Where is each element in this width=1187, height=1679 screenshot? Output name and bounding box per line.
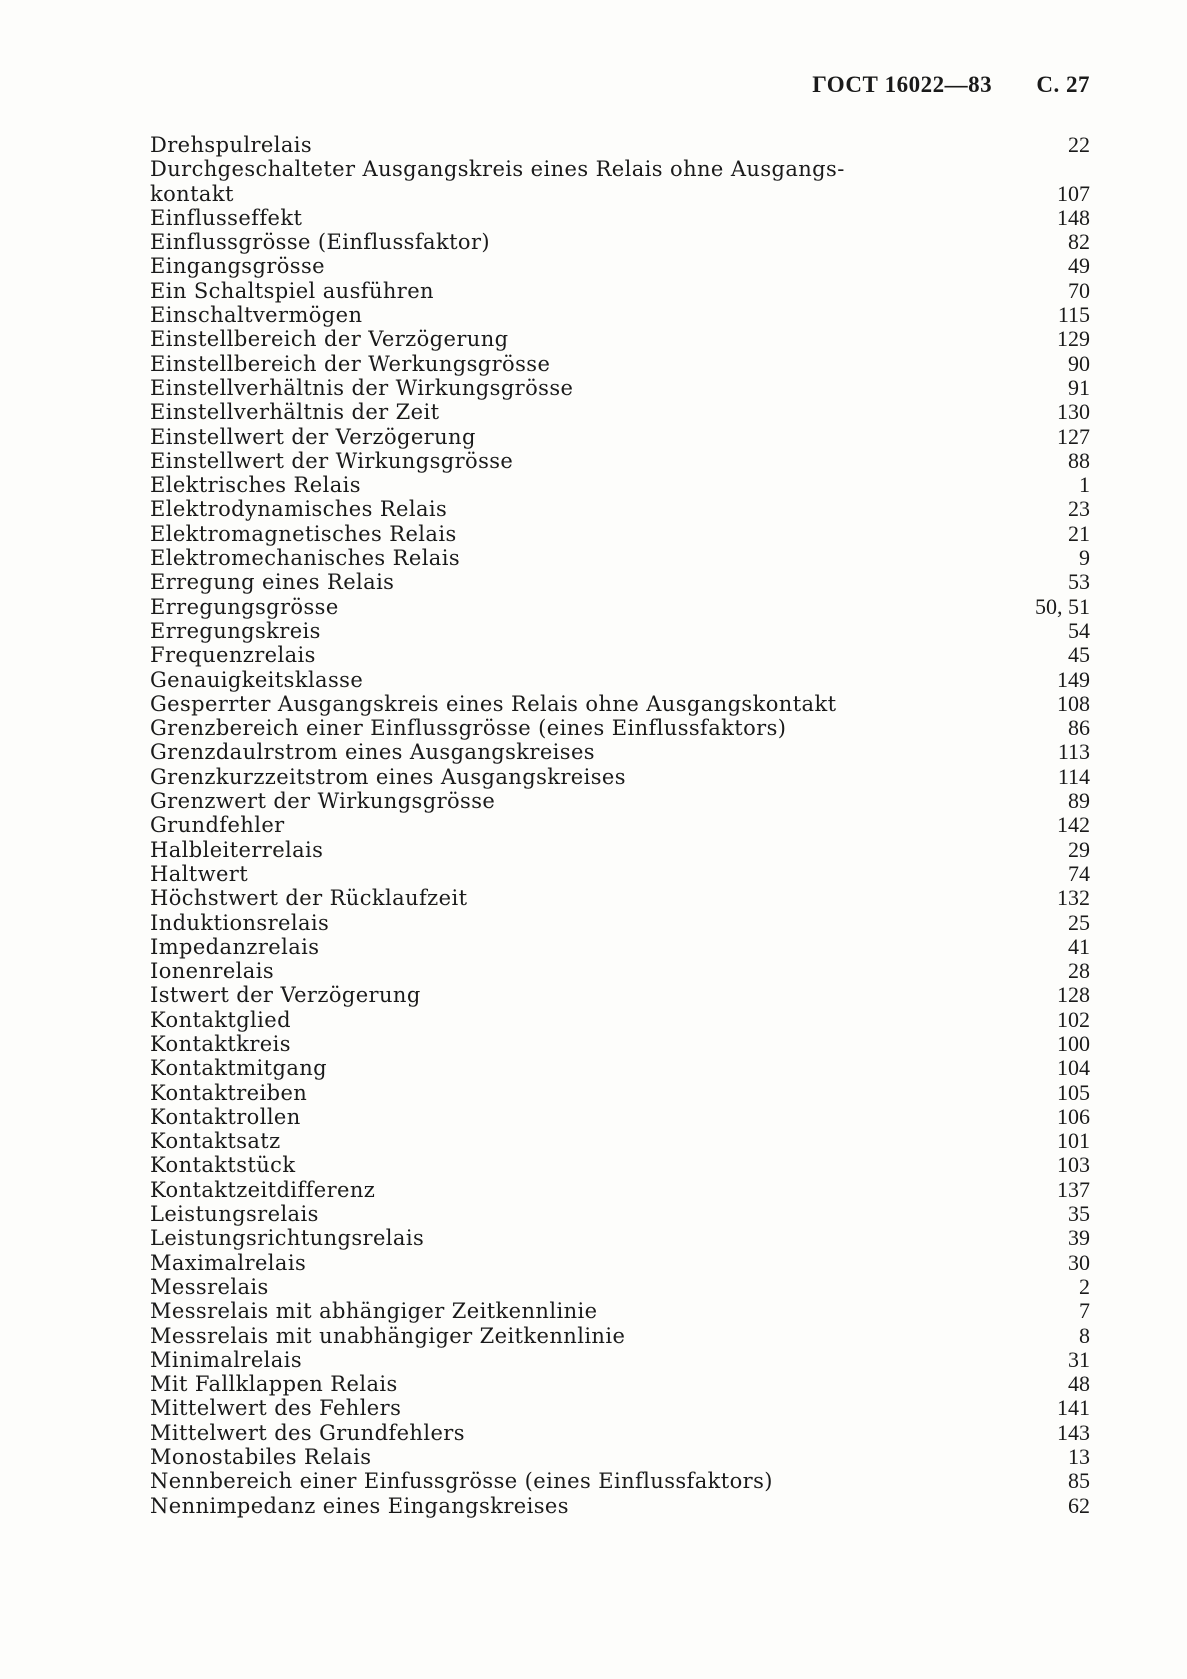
index-term: Gesperrter Ausgangskreis eines Relais ohne Ausgangskontakt [150, 691, 837, 716]
index-entry [150, 1324, 1090, 1348]
index-term: Kontaktrollen [150, 1104, 301, 1129]
index-term: Halbleiterrelais [150, 837, 324, 862]
index-term: Impedanzrelais [150, 934, 320, 959]
index-reference-number: 30 [1068, 1249, 1090, 1275]
index-term: Kontaktmitgang [150, 1056, 328, 1081]
index-term: Minimalrelais [150, 1347, 303, 1372]
index-reference-number: 9 [1079, 545, 1090, 571]
index-entry [150, 157, 1090, 206]
index-reference-number: 104 [1057, 1055, 1090, 1081]
index-entry [150, 1129, 1090, 1153]
index-term: Ionenrelais [150, 959, 275, 984]
index-entry [150, 643, 1090, 667]
index-entry [150, 1469, 1090, 1493]
index-reference-number: 70 [1068, 277, 1090, 303]
index-reference-number: 141 [1057, 1395, 1090, 1421]
index-reference-number: 127 [1057, 423, 1090, 449]
index-term: Kontaktglied [150, 1007, 291, 1032]
page-header [0, 72, 1090, 98]
page-number: С. 27 [1036, 72, 1090, 97]
index-reference-number: 149 [1057, 666, 1090, 692]
index-entry [150, 206, 1090, 230]
index-entry [150, 473, 1090, 497]
index-entry [150, 303, 1090, 327]
index-entry [150, 449, 1090, 473]
index-term: Einstellwert der Verzögerung [150, 424, 476, 449]
index-term: Grenzdaulrstrom eines Ausgangskreises [150, 740, 595, 765]
index-term: Eingangsgrösse [150, 254, 325, 279]
index-reference-number: 115 [1057, 302, 1090, 328]
index-term: Leistungsrichtungsrelais [150, 1226, 425, 1251]
index-reference-number: 143 [1057, 1419, 1090, 1445]
index-reference-number: 142 [1057, 812, 1090, 838]
index-entry [150, 425, 1090, 449]
index-term: Grenzwert der Wirkungsgrösse [150, 789, 496, 814]
index-term: Einstellverhältnis der Zeit [150, 400, 440, 425]
index-term: Monostabiles Relais [150, 1445, 372, 1470]
index-entry [150, 740, 1090, 764]
index-reference-number: 108 [1057, 690, 1090, 716]
index-entry [150, 1445, 1090, 1469]
index-entry [150, 619, 1090, 643]
index-reference-number: 7 [1079, 1298, 1090, 1324]
index-term: Kontaktsatz [150, 1129, 281, 1154]
index-reference-number: 29 [1068, 836, 1090, 862]
index-term: Kontaktstück [150, 1153, 296, 1178]
index-entry [150, 327, 1090, 351]
index-term: Messrelais [150, 1274, 269, 1299]
index-entry [150, 1299, 1090, 1323]
index-term: Durchgeschalteter Ausgangskreis eines Relais ohne Ausgangs-kontakt [150, 157, 845, 206]
index-entry [150, 813, 1090, 837]
index-term: Einflusseffekt [150, 205, 303, 230]
index-reference-number: 103 [1057, 1152, 1090, 1178]
index-reference-number: 88 [1068, 447, 1090, 473]
index-reference-number: 23 [1068, 496, 1090, 522]
index-term: Istwert der Verzögerung [150, 983, 421, 1008]
index-entry [150, 716, 1090, 740]
index-term: Mit Fallklappen Relais [150, 1372, 398, 1397]
index-entry [150, 838, 1090, 862]
index-term: Haltwert [150, 861, 249, 886]
index-entry [150, 1105, 1090, 1129]
index-entry [150, 1008, 1090, 1032]
index-reference-number: 86 [1068, 715, 1090, 741]
index-term: Erregung eines Relais [150, 570, 395, 595]
index-entry [150, 886, 1090, 910]
index-term: Einstellwert der Wirkungsgrösse [150, 448, 514, 473]
index-term: Einflussgrösse (Einflussfaktor) [150, 230, 490, 255]
index-term: Nennbereich einer Einfussgrösse (eines Einflussfaktors) [150, 1469, 773, 1494]
index-entry [150, 546, 1090, 570]
index-term: Kontaktreiben [150, 1080, 308, 1105]
index-reference-number: 39 [1068, 1225, 1090, 1251]
index-term: Elektrisches Relais [150, 473, 361, 498]
index-term: Einstellbereich der Werkungsgrösse [150, 351, 551, 376]
index-term: Frequenzrelais [150, 643, 316, 668]
index-reference-number: 41 [1068, 933, 1090, 959]
index-entry [150, 1202, 1090, 1226]
index-entry [150, 1251, 1090, 1275]
index-term: Einschaltvermögen [150, 303, 363, 328]
index-reference-number: 148 [1057, 204, 1090, 230]
index-reference-number: 54 [1068, 617, 1090, 643]
index-reference-number: 48 [1068, 1371, 1090, 1397]
index-reference-number: 28 [1068, 958, 1090, 984]
index-term: Grenzbereich einer Einflussgrösse (eines Einflussfaktors) [150, 716, 787, 741]
index-term: Erregungsgrösse [150, 594, 339, 619]
index-entry [150, 765, 1090, 789]
index-term: Erregungskreis [150, 618, 321, 643]
index-entry [150, 1275, 1090, 1299]
index-term: Einstellverhältnis der Wirkungsgrösse [150, 375, 574, 400]
index-reference-number: 101 [1057, 1128, 1090, 1154]
index-reference-number: 105 [1057, 1079, 1090, 1105]
index-entry [150, 1056, 1090, 1080]
index-reference-number: 137 [1057, 1176, 1090, 1202]
index-entry [150, 230, 1090, 254]
index-entry [150, 789, 1090, 813]
index-reference-number: 21 [1068, 520, 1090, 546]
index-entry [150, 668, 1090, 692]
index-term: Messrelais mit unabhängiger Zeitkennlinie [150, 1323, 626, 1348]
index-reference-number: 128 [1057, 982, 1090, 1008]
index-reference-number: 45 [1068, 642, 1090, 668]
index-reference-number: 107 [1057, 180, 1090, 206]
index-entry [150, 935, 1090, 959]
index-entry [150, 1396, 1090, 1420]
index-entry [150, 911, 1090, 935]
index-reference-number: 100 [1057, 1030, 1090, 1056]
index-reference-number: 49 [1068, 253, 1090, 279]
index-reference-number: 89 [1068, 788, 1090, 814]
index-entry [150, 959, 1090, 983]
index-reference-number: 132 [1057, 885, 1090, 911]
index-term: Elektrodynamisches Relais [150, 497, 448, 522]
index-entry [150, 862, 1090, 886]
index-reference-number: 8 [1079, 1322, 1090, 1348]
index-term: Mittelwert des Grundfehlers [150, 1420, 465, 1445]
index-term: Maximalrelais [150, 1250, 307, 1275]
index-entry [150, 522, 1090, 546]
index-term: Kontaktkreis [150, 1031, 291, 1056]
index-term: Nennimpedanz eines Eingangskreises [150, 1493, 569, 1518]
index-reference-number: 13 [1068, 1444, 1090, 1470]
index-term: Elektromagnetisches Relais [150, 521, 457, 546]
term-index [150, 133, 1090, 1518]
index-reference-number: 82 [1068, 229, 1090, 255]
index-entry [150, 254, 1090, 278]
index-reference-number: 53 [1068, 569, 1090, 595]
index-reference-number: 106 [1057, 1103, 1090, 1129]
index-term: Genauigkeitsklasse [150, 667, 364, 692]
index-reference-number: 25 [1068, 909, 1090, 935]
index-reference-number: 130 [1057, 399, 1090, 425]
index-entry [150, 1032, 1090, 1056]
index-reference-number: 50, 51 [1035, 593, 1090, 619]
index-reference-number: 91 [1068, 374, 1090, 400]
index-entry [150, 376, 1090, 400]
index-entry [150, 1348, 1090, 1372]
index-reference-number: 62 [1068, 1492, 1090, 1518]
index-entry [150, 983, 1090, 1007]
index-term: Kontaktzeitdifferenz [150, 1177, 376, 1202]
index-entry [150, 400, 1090, 424]
index-term: Ein Schaltspiel ausführen [150, 278, 434, 303]
index-entry [150, 279, 1090, 303]
index-term: Drehspulrelais [150, 133, 313, 157]
index-entry [150, 570, 1090, 594]
index-reference-number: 74 [1068, 860, 1090, 886]
index-reference-number: 2 [1079, 1273, 1090, 1299]
index-entry [150, 352, 1090, 376]
index-reference-number: 102 [1057, 1006, 1090, 1032]
index-reference-number: 22 [1068, 132, 1090, 157]
standard-number: ГОСТ 16022—83 [812, 72, 993, 97]
index-term: Leistungsrelais [150, 1202, 319, 1227]
index-entry [150, 1226, 1090, 1250]
index-reference-number: 113 [1057, 739, 1090, 765]
index-entry [150, 1081, 1090, 1105]
index-entry [150, 1421, 1090, 1445]
index-reference-number: 90 [1068, 350, 1090, 376]
index-term: Grenzkurzzeitstrom eines Ausgangskreises [150, 764, 626, 789]
index-entry [150, 497, 1090, 521]
index-entry [150, 595, 1090, 619]
index-reference-number: 85 [1068, 1468, 1090, 1494]
index-entry [150, 1372, 1090, 1396]
index-reference-number: 114 [1057, 763, 1090, 789]
index-term: Elektromechanisches Relais [150, 546, 461, 571]
index-reference-number: 129 [1057, 326, 1090, 352]
index-reference-number: 35 [1068, 1201, 1090, 1227]
index-reference-number: 1 [1079, 472, 1090, 498]
index-term: Einstellbereich der Verzögerung [150, 327, 509, 352]
index-term: Mittelwert des Fehlers [150, 1396, 402, 1421]
index-entry [150, 1153, 1090, 1177]
index-entry [150, 1178, 1090, 1202]
index-reference-number: 31 [1068, 1346, 1090, 1372]
index-entry [150, 1494, 1090, 1518]
index-entry [150, 133, 1090, 157]
index-term: Messrelais mit abhängiger Zeitkennlinie [150, 1299, 598, 1324]
index-term: Höchstwert der Rücklaufzeit [150, 886, 468, 911]
index-term: Induktionsrelais [150, 910, 330, 935]
index-term: Grundfehler [150, 813, 285, 838]
index-entry [150, 692, 1090, 716]
